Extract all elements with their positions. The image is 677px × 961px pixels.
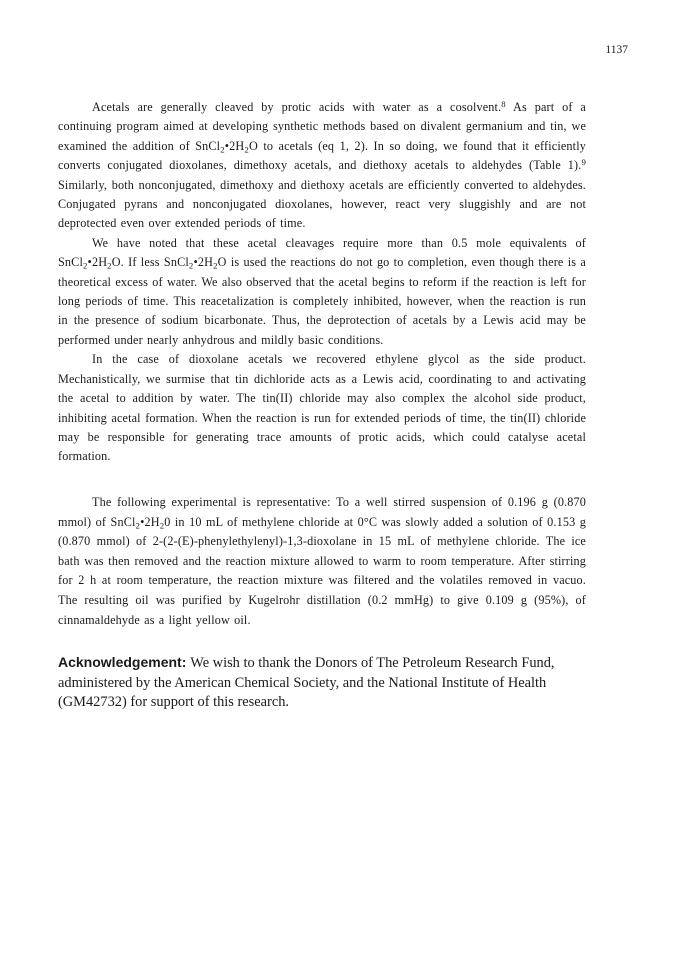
text-run: 0 in 10 mL of methylene chloride at 0°C was slowly added a solution of 0.153 g (0.870 mmol) of 2-(2-(E)-phenylethylenyl)-1,3-dioxolane in 15 mL of methylene chloride. The ice bath was then removed and the reaction mixture allowed to warm to room temperature. After stirring for 2 h at room temperature, the reaction mixture was filtered and the volatiles removed in vacuo. The resulting oil was purified by Kugelrohr distillation (0.2 mmHg) to give 0.109 g (95%), of cinnamaldehyde as a light yellow oil. [58,514,586,627]
text-run: Acetals are generally cleaved by protic acids with water as a cosolvent. [92,100,502,114]
subscript: 2 [244,144,249,155]
acknowledgement-text: We wish to thank the Donors of The Petroleum Research Fund, administered by the American Chemical Society, and the National Institute of Health (GM42732) for support of this research. [58,655,555,711]
subscript: 2 [107,260,112,271]
acknowledgement-heading: Acknowledgement [58,654,182,670]
paragraph-experimental [58,493,586,630]
page-number: 1137 [605,44,628,56]
text-run: Similarly, both nonconjugated, dimethoxy and diethoxy acetals are efficiently converted to aldehydes. Conjugated pyrans and nonconjugated dioxolanes, however, react very sluggishly and are not deprotected even over extended periods of time. [58,177,586,231]
text-run: •2H [87,255,108,270]
subscript: 2 [83,260,88,271]
text-run: •2H [140,514,160,529]
subscript: 2 [188,260,194,271]
acknowledgement [58,653,598,713]
paragraph-mechanism: In the case of dioxolane acetals we recovered ethylene glycol as the side product. Mechanistically, we surmise that tin dichloride acts as a Lewis acid, coordinating to and activating the acetal to addition by water. The tin(II) chloride may also complex the alcohol side product, inhibiting acetal formation. When the reaction is run for extended periods of time, the tin(II) chloride may be responsible for generating trace amounts of protic acids, which could catalyse acetal formation. [58,352,586,464]
subscript: 2 [159,520,165,531]
body-text [58,98,586,467]
text-run: •2H [193,255,214,270]
text-run: As part of a continuing program aimed at developing synthetic methods based on divalent germanium and tin, we examined the addition of SnCl [58,100,586,153]
text-run: O is used the reactions do not go to completion, even though there is a theoretical excess of water. We also observed that the acetal begins to reform if the reaction is left for long periods of time. This reacetalization is completely inhibited, however, when the reaction is run in the presence of sodium bicarbonate. Thus, the deprotection of acetals by a Lewis acid may be performed under nearly anhydrous and mildly basic conditions. [58,255,586,347]
text-run: •2H [224,138,245,153]
subscript: 2 [135,520,141,531]
paragraph-acetal-cleavage [58,98,586,234]
text-run: O. If less SnCl [111,255,189,270]
text-run: O to acetals (eq 1, 2). In so doing, we found that it efficiently converts conjugated dioxolanes, dimethoxy acetals, and diethoxy acetals to aldehydes (Table 1). [58,138,586,173]
reference-marker: 9 [581,157,586,168]
subscript: 2 [220,144,225,155]
experimental-section [58,493,586,630]
text-run: We have noted that these acetal cleavages require more than 0.5 mole equivalents of SnCl [58,235,586,270]
subscript: 2 [213,260,218,271]
paragraph-mole-equivalents [58,234,586,350]
reference-marker: 8 [501,99,506,110]
text-run: The following experimental is representative: To a well stirred suspension of 0.196 g (0.870 mmol) of SnCl [58,495,586,529]
acknowledgement-separator: : [181,654,191,670]
